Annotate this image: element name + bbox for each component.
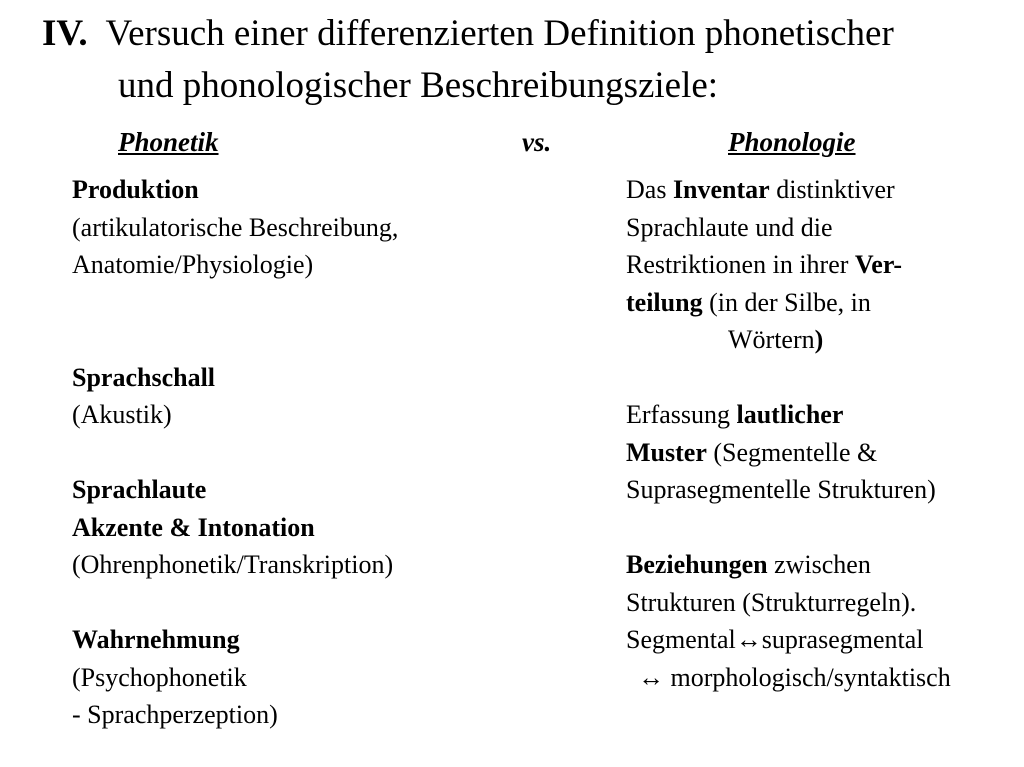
title-text-2: und phonologischer Beschreibungsziele: <box>118 65 719 106</box>
right-line-6 <box>626 396 951 434</box>
text-restriktionen: Restriktionen in ihrer <box>626 250 855 279</box>
double-arrow-icon: ↔ <box>735 625 762 654</box>
text-segmental: Segmental <box>626 625 736 654</box>
double-arrow-icon: ↔ <box>638 662 664 692</box>
text-segmentelle: (Segmentelle & <box>706 437 878 467</box>
right-line-7 <box>626 434 951 472</box>
title-text-1: Versuch einer differenzierten Definition phonetischer <box>105 13 894 54</box>
text-das: Das <box>626 175 673 204</box>
phonologie-column <box>626 171 951 696</box>
term-produktion: Produktion <box>72 175 199 204</box>
right-line-4 <box>626 284 951 322</box>
right-line-12 <box>626 659 951 697</box>
term-inventar: Inventar <box>672 175 770 204</box>
right-line-1 <box>626 171 951 209</box>
term-ver: Ver- <box>854 250 903 279</box>
wahrnehmung-desc-2: - Sprachperzeption) <box>72 700 278 729</box>
term-akzente: Akzente & Intonation <box>72 512 315 542</box>
produktion-desc-1: (artikulatorische Beschreibung, <box>72 212 399 242</box>
term-sprachlaute: Sprachlaute <box>72 475 207 504</box>
term-lautlicher: lautlicher <box>736 400 844 429</box>
text-woertern: Wörtern <box>728 325 815 354</box>
sprachschall-desc: (Akustik) <box>72 400 172 429</box>
text-morphologisch: morphologisch/syntaktisch <box>664 662 951 692</box>
right-line-3 <box>626 246 951 284</box>
right-line-11 <box>626 621 951 659</box>
term-sprachschall: Sprachschall <box>72 362 216 392</box>
text-close-paren: ) <box>814 325 824 354</box>
produktion-desc-2: Anatomie/Physiologie) <box>72 250 314 279</box>
term-beziehungen: Beziehungen <box>626 550 768 579</box>
right-line-2: Sprachlaute und die <box>626 212 833 242</box>
text-silbe: (in der Silbe, in <box>702 287 871 317</box>
right-line-8: Suprasegmentelle Strukturen) <box>626 475 936 504</box>
slide-title-line-1 <box>42 14 894 54</box>
term-wahrnehmung: Wahrnehmung <box>72 625 240 654</box>
phonetik-column <box>72 171 398 734</box>
right-line-5 <box>626 321 951 359</box>
term-teilung: teilung <box>626 287 703 317</box>
text-zwischen: zwischen <box>767 550 871 579</box>
text-distinktiver: distinktiver <box>769 175 895 204</box>
wahrnehmung-desc-1: (Psychophonetik <box>72 662 247 692</box>
text-erfassung: Erfassung <box>626 400 737 429</box>
slide-title-line-2 <box>118 66 718 106</box>
heading-vs: vs. <box>522 127 552 157</box>
term-muster: Muster <box>626 437 707 467</box>
heading-phonetik: Phonetik <box>118 127 219 157</box>
akzente-desc: (Ohrenphonetik/Transkription) <box>72 550 394 579</box>
text-suprasegmental: suprasegmental <box>761 625 924 654</box>
right-line-9 <box>626 546 951 584</box>
section-number: IV. <box>42 13 88 54</box>
heading-phonologie: Phonologie <box>728 127 856 157</box>
right-line-10: Strukturen (Strukturregeln). <box>626 587 917 617</box>
